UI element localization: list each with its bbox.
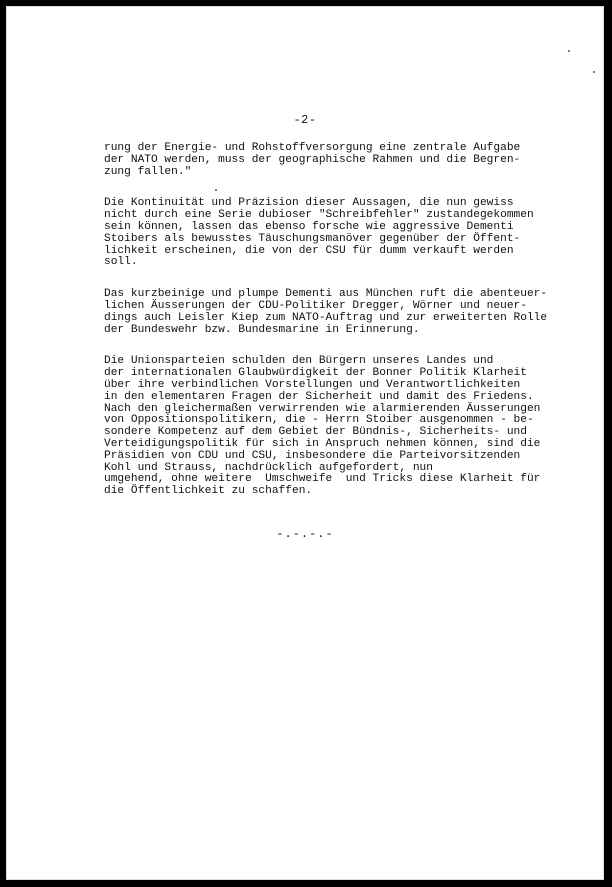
paragraph-3 — [104, 289, 574, 336]
text-line: sein können, lassen das ebenso forsche wie aggressive Dementi — [104, 220, 514, 233]
text-line: die Öffentlichkeit zu schaffen. — [104, 485, 313, 498]
text-line: Präsidien von CDU und CSU, insbesondere die Parteivorsitzenden — [104, 449, 521, 462]
text-line: sondere Kompetenz auf dem Gebiet der Bündnis-, Sicherheits- und — [104, 426, 527, 439]
paragraph-1 — [104, 143, 574, 178]
scan-speck — [568, 50, 570, 52]
document-page — [6, 6, 604, 880]
text-line: der Bundeswehr bzw. Bundesmarine in Erinnerung. — [104, 323, 420, 336]
paragraph-4 — [104, 356, 574, 498]
text-line: umgehend, ohne weitere Umschweife und Tricks diese Klarheit für — [104, 473, 541, 486]
text-line: der internationalen Glaubwürdigkeit der Bonner Politik Klarheit — [104, 367, 527, 380]
text-line: Das kurzbeinige und plumpe Dementi aus München ruft die abenteuer- — [104, 288, 548, 301]
body-text — [104, 143, 574, 518]
text-line: Stoibers als bewusstes Täuschungsmanöver gegenüber der Öffent- — [104, 232, 521, 245]
text-line: Nach den gleichermaßen verwirrenden wie alarmierenden Äusserungen — [104, 402, 541, 415]
text-line: Verteidigungspolitik für sich in Anspruch nehmen können, sind die — [104, 437, 541, 450]
text-line: lichkeit erscheinen, die von der CSU für dumm verkauft werden — [104, 244, 514, 257]
text-line: von Oppositionspolitikern, die - Herrn Stoiber ausgenommen - be- — [104, 414, 534, 427]
text-line: über ihre verbindlichen Vorstellungen und Verantwortlichkeiten — [104, 378, 521, 391]
closing-mark: -.-.-.- — [276, 527, 334, 541]
text-line: Kohl und Strauss, nachdrücklich aufgefordert, nun — [104, 461, 433, 474]
paragraph-2 — [104, 198, 574, 269]
page-number: -2- — [293, 113, 317, 127]
text-line: lichen Äusserungen der CDU-Politiker Dregger, Wörner und neuer- — [104, 299, 527, 312]
text-line: Die Kontinuität und Präzision dieser Aussagen, die nun gewiss — [104, 197, 514, 210]
text-line: in den elementaren Fragen der Sicherheit und damit des Friedens. — [104, 390, 534, 403]
text-line: zung fallen." — [104, 165, 192, 178]
scan-speck — [593, 71, 595, 73]
text-line: soll. — [104, 256, 138, 269]
scan-speck — [215, 189, 217, 191]
text-line: der NATO werden, muss der geographische Rahmen und die Begren- — [104, 153, 521, 166]
text-line: nicht durch eine Serie dubioser "Schreibfehler" zustandegekommen — [104, 209, 534, 222]
text-line: rung der Energie- und Rohstoffversorgung eine zentrale Aufgabe — [104, 142, 521, 154]
text-line: dings auch Leisler Kiep zum NATO-Auftrag und zur erweiterten Rolle — [104, 311, 548, 324]
text-line: Die Unionsparteien schulden den Bürgern unseres Landes und — [104, 355, 494, 368]
